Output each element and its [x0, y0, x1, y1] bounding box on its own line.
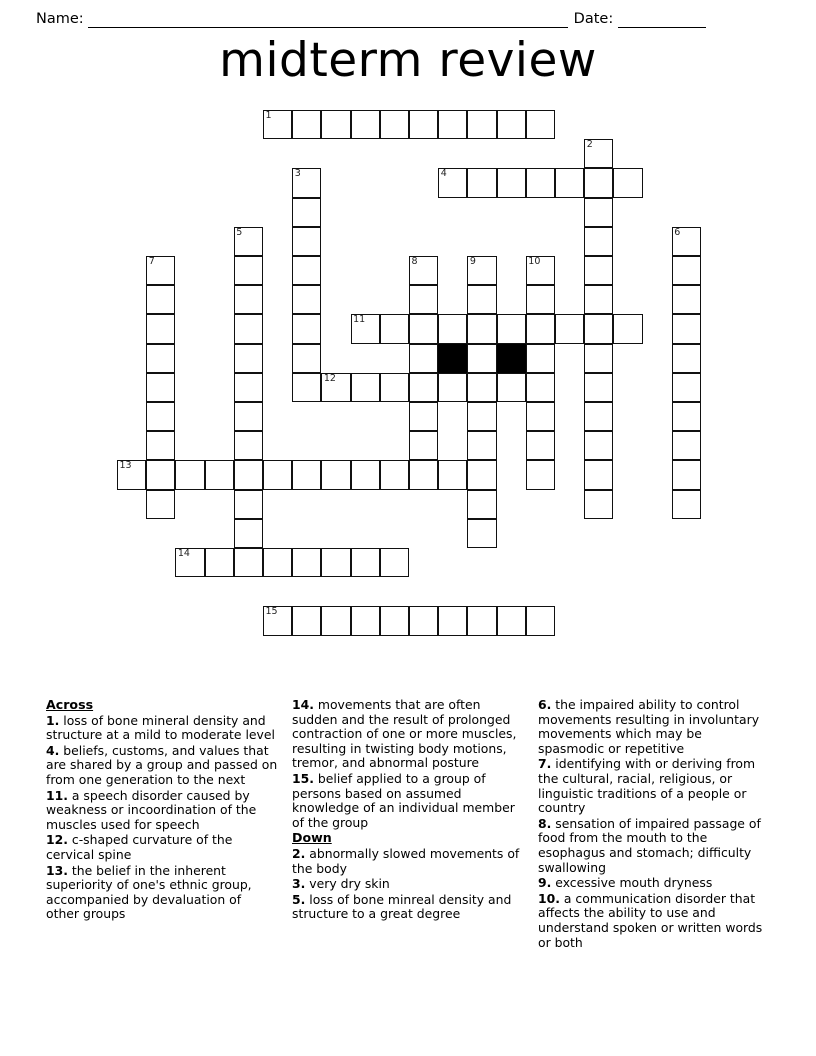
grid-cell[interactable]: [234, 256, 263, 285]
grid-cell[interactable]: [526, 168, 555, 197]
grid-cell[interactable]: [409, 110, 438, 139]
clue-number: 12.: [46, 832, 68, 848]
grid-cell[interactable]: [351, 373, 380, 402]
grid-cell[interactable]: [409, 256, 438, 285]
grid-cell[interactable]: [497, 168, 526, 197]
cell-number: 7: [148, 256, 155, 267]
grid-cell[interactable]: [555, 168, 584, 197]
cell-number: 11: [353, 314, 366, 326]
grid-cell[interactable]: [321, 373, 350, 402]
clue-across-4: 4. beliefs, customs, and values that are shared by a group and passed on from one generation to the next: [46, 742, 278, 787]
grid-cell[interactable]: [526, 373, 555, 402]
grid-cell[interactable]: [584, 490, 613, 519]
clue-number: 3.: [292, 876, 306, 892]
cell-number: 6: [674, 226, 681, 238]
clue-number: 15.: [292, 770, 314, 786]
clue-down-10: 10. a communication disorder that affects the ability to use and understand spoken or written words or both: [538, 890, 763, 950]
grid-cell[interactable]: [146, 314, 175, 343]
grid-cell[interactable]: [234, 373, 263, 402]
name-label: Name:: [36, 11, 84, 27]
grid-cell[interactable]: [205, 460, 234, 489]
grid-cell[interactable]: [234, 490, 263, 519]
cell-number: 13: [119, 460, 132, 472]
grid-cell[interactable]: [409, 344, 438, 373]
clue-down-9: 9. excessive mouth dryness: [538, 875, 713, 891]
grid-cell[interactable]: [380, 373, 409, 402]
grid-cell[interactable]: [526, 344, 555, 373]
grid-cell[interactable]: [613, 168, 642, 197]
grid-cell[interactable]: [584, 256, 613, 285]
grid-cell[interactable]: [321, 548, 350, 577]
grid-cell[interactable]: [292, 198, 321, 227]
grid-cell[interactable]: [292, 314, 321, 343]
cell-number: 5: [236, 226, 243, 238]
grid-cell[interactable]: [292, 460, 321, 489]
grid-cell[interactable]: [526, 460, 555, 489]
grid-cell[interactable]: [584, 198, 613, 227]
grid-cell[interactable]: [380, 548, 409, 577]
grid-cell[interactable]: [234, 227, 263, 256]
clue-across-11: 11. a speech disorder caused by weakness or incoordination of the muscles used for speech: [46, 787, 257, 832]
grid-cell[interactable]: [409, 606, 438, 635]
grid-cell[interactable]: [438, 373, 467, 402]
grid-cell[interactable]: [409, 373, 438, 402]
grid-cell[interactable]: [438, 606, 467, 635]
grid-block-cell: [438, 344, 467, 373]
grid-cell[interactable]: [467, 168, 496, 197]
grid-cell[interactable]: [409, 402, 438, 431]
grid-cell[interactable]: [351, 110, 380, 139]
grid-cell[interactable]: [146, 285, 175, 314]
grid-cell[interactable]: [380, 606, 409, 635]
clue-down-8: 8. sensation of impaired passage of food from the mouth to the esophagus and stomach; difficulty swallowing: [538, 815, 761, 875]
grid-cell[interactable]: [292, 227, 321, 256]
grid-cell[interactable]: [672, 402, 701, 431]
grid-cell[interactable]: [584, 402, 613, 431]
cell-number: 9: [469, 256, 476, 267]
grid-cell[interactable]: [526, 314, 555, 343]
cell-number: 8: [411, 256, 418, 267]
grid-cell[interactable]: [526, 431, 555, 460]
grid-cell[interactable]: [146, 460, 175, 489]
grid-cell[interactable]: [526, 402, 555, 431]
grid-cell[interactable]: [351, 606, 380, 635]
grid-cell[interactable]: [438, 110, 467, 139]
grid-cell[interactable]: [380, 460, 409, 489]
clue-number: 11.: [46, 787, 68, 803]
grid-cell[interactable]: [292, 256, 321, 285]
grid-cell[interactable]: [497, 373, 526, 402]
down-heading: Down: [292, 830, 332, 846]
grid-cell[interactable]: [263, 548, 292, 577]
grid-cell[interactable]: [467, 285, 496, 314]
grid-cell[interactable]: [292, 373, 321, 402]
grid-cell[interactable]: [526, 606, 555, 635]
clue-number: 1.: [46, 712, 60, 728]
grid-cell[interactable]: [234, 460, 263, 489]
grid-cell[interactable]: [292, 606, 321, 635]
grid-cell[interactable]: [351, 314, 380, 343]
grid-cell[interactable]: [234, 519, 263, 548]
grid-cell[interactable]: [672, 344, 701, 373]
grid-cell[interactable]: [467, 606, 496, 635]
grid-cell[interactable]: [263, 110, 292, 139]
clue-down-6: 6. the impaired ability to control movements resulting in involuntary movements which may be spasmodic or repetitive: [538, 697, 760, 756]
grid-cell[interactable]: [292, 344, 321, 373]
grid-cell[interactable]: [467, 431, 496, 460]
clue-down-2: 2. abnormally slowed movements of the body: [292, 845, 520, 876]
grid-cell[interactable]: [409, 460, 438, 489]
clue-across-13: 13. the belief in the inherent superiority of one's ethnic group, accompanied by devaluation of other groups: [46, 862, 252, 922]
grid-cell[interactable]: [672, 285, 701, 314]
cell-number: 3: [294, 168, 301, 180]
grid-cell[interactable]: [234, 402, 263, 431]
grid-cell[interactable]: [292, 548, 321, 577]
grid-cell[interactable]: [146, 402, 175, 431]
grid-cell[interactable]: [672, 256, 701, 285]
grid-cell[interactable]: [497, 606, 526, 635]
grid-cell[interactable]: [234, 314, 263, 343]
grid-cell[interactable]: [234, 285, 263, 314]
grid-cell[interactable]: [467, 344, 496, 373]
grid-cell[interactable]: [584, 139, 613, 168]
clue-number: 9.: [538, 875, 552, 891]
clue-number: 4.: [46, 742, 60, 758]
grid-cell[interactable]: [146, 490, 175, 519]
grid-cell[interactable]: [146, 431, 175, 460]
cell-number: 1: [265, 110, 272, 121]
grid-cell[interactable]: [584, 460, 613, 489]
grid-cell[interactable]: [438, 460, 467, 489]
clue-down-5: 5. loss of bone minreal density and structure to a great degree: [292, 891, 512, 922]
grid-cell[interactable]: [672, 314, 701, 343]
clue-number: 13.: [46, 862, 68, 878]
grid-cell[interactable]: [467, 519, 496, 548]
clue-number: 8.: [538, 815, 552, 831]
grid-cell[interactable]: [146, 373, 175, 402]
grid-cell[interactable]: [380, 110, 409, 139]
grid-cell[interactable]: [584, 168, 613, 197]
grid-cell[interactable]: [672, 490, 701, 519]
clue-across-1: 1. loss of bone mineral density and structure at a mild to moderate level: [46, 712, 275, 743]
grid-cell[interactable]: [672, 227, 701, 256]
grid-cell[interactable]: [584, 373, 613, 402]
grid-cell[interactable]: [438, 314, 467, 343]
cell-number: 4: [440, 168, 447, 180]
grid-cell[interactable]: [438, 168, 467, 197]
grid-cell[interactable]: [497, 314, 526, 343]
grid-cell[interactable]: [351, 548, 380, 577]
cell-number: 14: [177, 548, 190, 559]
clue-number: 5.: [292, 891, 306, 907]
across-heading: Across: [46, 697, 94, 712]
grid-cell[interactable]: [175, 460, 204, 489]
clue-across-12: 12. c-shaped curvature of the cervical spine: [46, 832, 233, 862]
grid-cell[interactable]: [672, 431, 701, 460]
grid-cell[interactable]: [321, 606, 350, 635]
clue-across-14: 14. movements that are often sudden and the result of prolonged contraction of one or more muscles, resulting in twisting body motions, tremor, and abnormal posture: [292, 697, 517, 771]
grid-cell[interactable]: [497, 110, 526, 139]
grid-cell[interactable]: [234, 548, 263, 577]
grid-cell[interactable]: [467, 373, 496, 402]
grid-cell[interactable]: [292, 110, 321, 139]
cell-number: 2: [586, 139, 593, 151]
grid-cell[interactable]: [672, 460, 701, 489]
clue-number: 7.: [538, 756, 552, 772]
grid-cell[interactable]: [234, 344, 263, 373]
grid-cell[interactable]: [526, 285, 555, 314]
grid-cell[interactable]: [584, 227, 613, 256]
grid-cell[interactable]: [146, 344, 175, 373]
cell-number: 12: [323, 372, 336, 384]
grid-cell[interactable]: [584, 344, 613, 373]
grid-cell[interactable]: [263, 460, 292, 489]
grid-cell[interactable]: [205, 548, 234, 577]
grid-cell[interactable]: [584, 285, 613, 314]
clue-number: 10.: [538, 890, 560, 906]
grid-cell[interactable]: [234, 431, 263, 460]
page-title: midterm review: [219, 33, 597, 88]
grid-cell[interactable]: [292, 285, 321, 314]
grid-cell[interactable]: [409, 314, 438, 343]
grid-cell[interactable]: [263, 606, 292, 635]
clue-list: [46, 698, 770, 968]
grid-cell[interactable]: [117, 460, 146, 489]
clue-across-15: 15. belief applied to a group of persons based on assumed knowledge of an individual member of the group: [292, 770, 515, 830]
grid-cell[interactable]: [146, 256, 175, 285]
grid-cell[interactable]: [409, 285, 438, 314]
grid-cell[interactable]: [321, 110, 350, 139]
grid-cell[interactable]: [467, 490, 496, 519]
grid-cell[interactable]: [351, 460, 380, 489]
clue-number: 6.: [538, 697, 552, 712]
grid-cell[interactable]: [467, 460, 496, 489]
grid-cell[interactable]: [467, 256, 496, 285]
grid-cell[interactable]: [526, 256, 555, 285]
grid-cell[interactable]: [555, 314, 584, 343]
cell-number: 15: [265, 606, 278, 618]
clue-number: 14.: [292, 697, 314, 712]
cell-number: 10: [528, 256, 541, 267]
grid-cell[interactable]: [321, 460, 350, 489]
grid-cell[interactable]: [672, 373, 701, 402]
grid-cell[interactable]: [584, 314, 613, 343]
clue-down-7: 7. identifying with or deriving from the cultural, racial, religious, or linguistic traditions of a people or country: [538, 756, 756, 816]
grid-cell[interactable]: [467, 110, 496, 139]
grid-cell[interactable]: [409, 431, 438, 460]
grid-cell[interactable]: [526, 110, 555, 139]
grid-cell[interactable]: [584, 431, 613, 460]
grid-cell[interactable]: [292, 168, 321, 197]
clue-number: 2.: [292, 845, 306, 861]
grid-cell[interactable]: [175, 548, 204, 577]
clue-down-3: 3. very dry skin: [292, 876, 390, 892]
grid-cell[interactable]: [380, 314, 409, 343]
date-label: Date:: [573, 11, 614, 27]
grid-cell[interactable]: [467, 402, 496, 431]
grid-block-cell: [497, 344, 526, 373]
grid-cell[interactable]: [613, 314, 642, 343]
grid-cell[interactable]: [467, 314, 496, 343]
